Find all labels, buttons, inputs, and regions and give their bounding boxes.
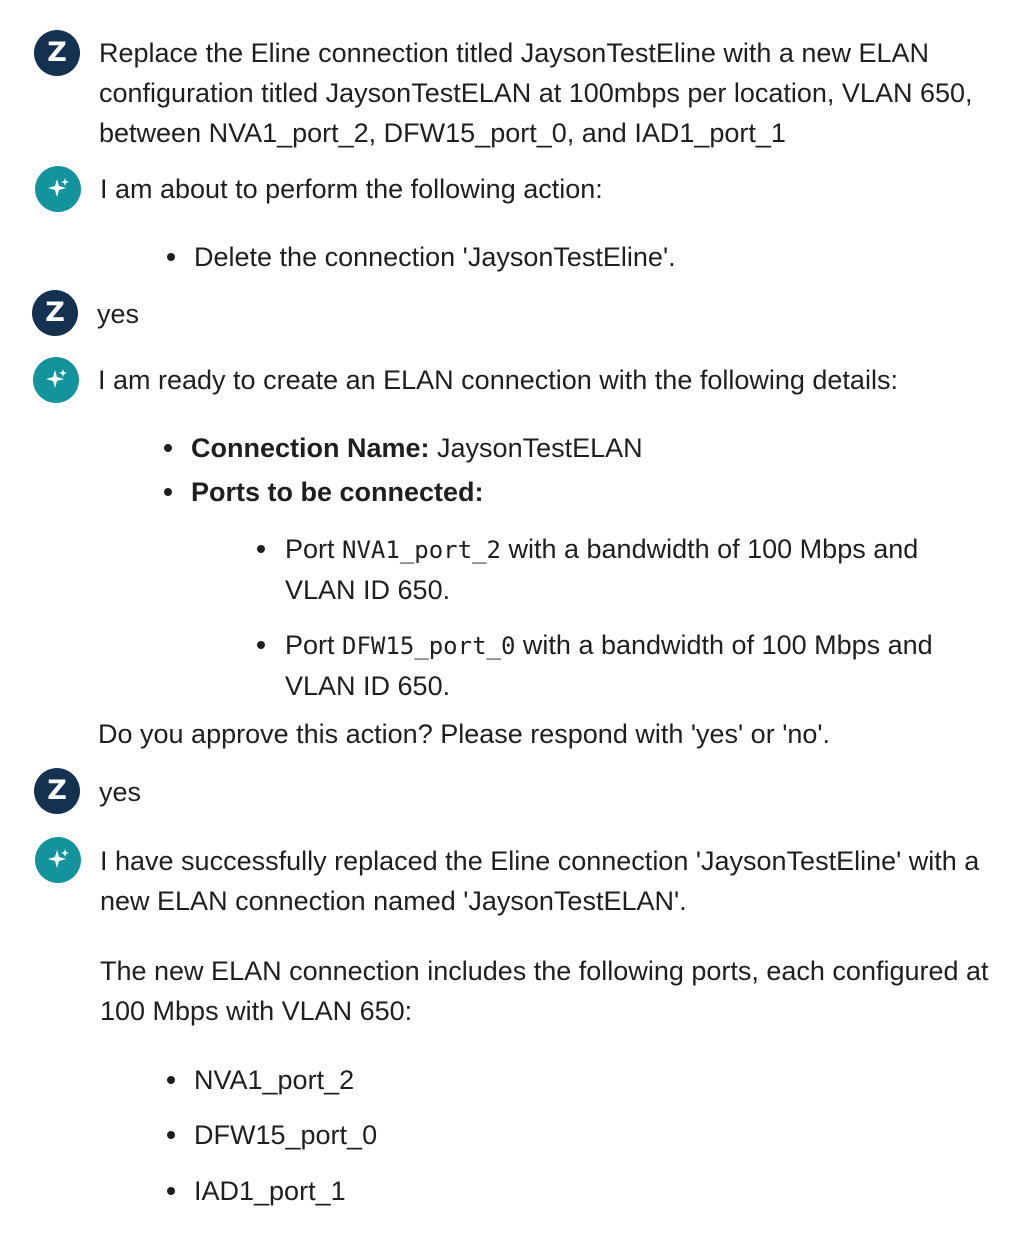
- assistant-avatar: [33, 357, 79, 403]
- user-message: Replace the Eline connection titled JaysonTestEline with a new ELAN configuration titled JaysonTestELAN at 100mbps per location, VLAN 650, between NVA1_port_2, DFW15_port_0, and IAD1_port_1: [99, 38, 973, 148]
- assistant-avatar: [35, 166, 81, 212]
- assistant-avatar: [35, 837, 81, 883]
- assistant-message: I am ready to create an ELAN connection with the following details:: [98, 365, 898, 395]
- user-message: yes: [99, 777, 142, 807]
- list-item: Delete the connection 'JaysonTestEline'.: [194, 237, 676, 277]
- list-item: DFW15_port_0: [194, 1115, 377, 1155]
- port-suffix: with a bandwidth of 100 Mbps and VLAN ID 650.: [285, 630, 933, 701]
- port-code: NVA1_port_2: [342, 536, 501, 564]
- port-code: DFW15_port_0: [342, 632, 516, 660]
- assistant-message: The new ELAN connection includes the following ports, each configured at 100 Mbps with VLAN 650:: [100, 956, 989, 1026]
- list-item: NVA1_port_2: [194, 1060, 354, 1100]
- user-avatar: Z: [32, 290, 78, 336]
- user-avatar: Z: [34, 768, 80, 814]
- sparkle-icon: [44, 846, 72, 874]
- list-item-ports: [191, 472, 484, 512]
- list-item-port: [285, 529, 965, 610]
- sparkle-icon: [44, 175, 72, 203]
- approval-question: Do you approve this action? Please respond with 'yes' or 'no'.: [98, 719, 831, 749]
- assistant-message: I have successfully replaced the Eline connection 'JaysonTestEline' with a new ELAN connection named 'JaysonTestELAN'.: [100, 846, 980, 916]
- list-item-port: [285, 625, 965, 706]
- list-item: IAD1_port_1: [194, 1171, 346, 1211]
- user-avatar: Z: [34, 30, 80, 76]
- connection-name-label: Connection Name:: [191, 433, 430, 463]
- port-prefix: Port: [285, 534, 343, 564]
- user-message: yes: [97, 299, 140, 329]
- list-item-connection-name: [191, 428, 643, 468]
- assistant-message: I am about to perform the following action:: [100, 174, 603, 204]
- ports-label: Ports to be connected:: [191, 477, 484, 507]
- sparkle-icon: [42, 366, 70, 394]
- port-suffix: with a bandwidth of 100 Mbps and VLAN ID 650.: [285, 534, 919, 605]
- connection-name-value: JaysonTestELAN: [429, 433, 643, 463]
- port-prefix: Port: [285, 630, 343, 660]
